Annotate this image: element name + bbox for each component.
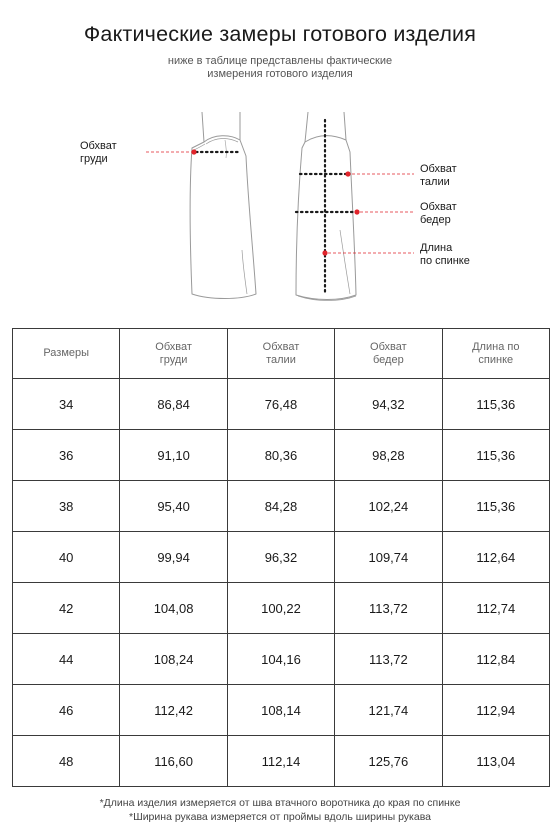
cell-waist: 104,16	[227, 634, 334, 685]
cell-hips: 94,32	[335, 379, 442, 430]
cell-hips: 113,72	[335, 634, 442, 685]
cell-hips: 102,24	[335, 481, 442, 532]
label-waist-line-1: Обхват	[420, 163, 457, 175]
subtitle-line-1: ниже в таблице представлены фактические	[167, 55, 393, 67]
cell-waist: 84,28	[227, 481, 334, 532]
cell-chest: 86,84	[120, 379, 227, 430]
cell-size: 46	[13, 685, 120, 736]
cell-back-length: 115,36	[442, 430, 549, 481]
cell-size: 40	[13, 532, 120, 583]
hips-marker-dot	[354, 209, 359, 214]
cell-back-length: 115,36	[442, 481, 549, 532]
dress-front-outline	[190, 112, 256, 299]
label-hips-line-2: бедер	[420, 214, 451, 226]
table-header-row	[13, 329, 550, 379]
cell-waist: 100,22	[227, 583, 334, 634]
cell-chest: 91,10	[120, 430, 227, 481]
header-size: Размеры	[13, 329, 120, 379]
cell-hips: 109,74	[335, 532, 442, 583]
cell-hips: 113,72	[335, 583, 442, 634]
label-hips	[420, 201, 457, 227]
cell-chest: 99,94	[120, 532, 227, 583]
footnote-2: *Ширина рукава измеряется от проймы вдоль ширины рукава	[128, 811, 432, 823]
label-waist	[420, 163, 457, 189]
cell-size: 38	[13, 481, 120, 532]
table-row	[13, 481, 550, 532]
table-row	[13, 532, 550, 583]
cell-hips: 98,28	[335, 430, 442, 481]
cell-chest: 116,60	[120, 736, 227, 787]
footnote-1: *Длина изделия измеряется от шва втачного воротника до края по спинке	[99, 797, 461, 809]
header-back-length: Длина по спинке	[442, 329, 549, 379]
cell-back-length: 112,84	[442, 634, 549, 685]
cell-chest: 112,42	[120, 685, 227, 736]
cell-size: 48	[13, 736, 120, 787]
label-chest-line-1: Обхват	[80, 140, 117, 152]
cell-waist: 80,36	[227, 430, 334, 481]
label-waist-line-2: талии	[420, 176, 450, 188]
table-row	[13, 430, 550, 481]
header-hips: Обхват бедер	[335, 329, 442, 379]
label-chest-line-2: груди	[80, 153, 108, 165]
chest-marker-dot	[191, 149, 196, 154]
cell-back-length: 115,36	[442, 379, 549, 430]
cell-back-length: 112,94	[442, 685, 549, 736]
back-marker-dot	[322, 250, 327, 255]
table-row	[13, 379, 550, 430]
cell-chest: 95,40	[120, 481, 227, 532]
cell-back-length: 112,74	[442, 583, 549, 634]
label-back-line-2: по спинке	[420, 255, 470, 267]
page-subtitle	[110, 55, 450, 81]
footnotes	[0, 796, 560, 824]
subtitle-line-2: измерения готового изделия	[207, 68, 353, 80]
cell-size: 42	[13, 583, 120, 634]
cell-back-length: 112,64	[442, 532, 549, 583]
cell-hips: 125,76	[335, 736, 442, 787]
table-row	[13, 583, 550, 634]
label-back-line-1: Длина	[420, 242, 453, 254]
table-row	[13, 736, 550, 787]
label-hips-line-1: Обхват	[420, 201, 457, 213]
header-chest: Обхват груди	[120, 329, 227, 379]
cell-size: 36	[13, 430, 120, 481]
cell-size: 44	[13, 634, 120, 685]
dress-diagram	[0, 100, 560, 310]
cell-size: 34	[13, 379, 120, 430]
cell-waist: 112,14	[227, 736, 334, 787]
cell-hips: 121,74	[335, 685, 442, 736]
header-waist: Обхват талии	[227, 329, 334, 379]
cell-waist: 96,32	[227, 532, 334, 583]
cell-chest: 104,08	[120, 583, 227, 634]
waist-marker-dot	[345, 171, 350, 176]
size-table	[12, 328, 550, 787]
cell-chest: 108,24	[120, 634, 227, 685]
label-chest	[80, 140, 117, 166]
cell-waist: 76,48	[227, 379, 334, 430]
table-row	[13, 634, 550, 685]
label-back-length	[420, 242, 470, 268]
page-title: Фактические замеры готового изделия	[83, 22, 477, 46]
cell-back-length: 113,04	[442, 736, 549, 787]
table-row	[13, 685, 550, 736]
cell-waist: 108,14	[227, 685, 334, 736]
